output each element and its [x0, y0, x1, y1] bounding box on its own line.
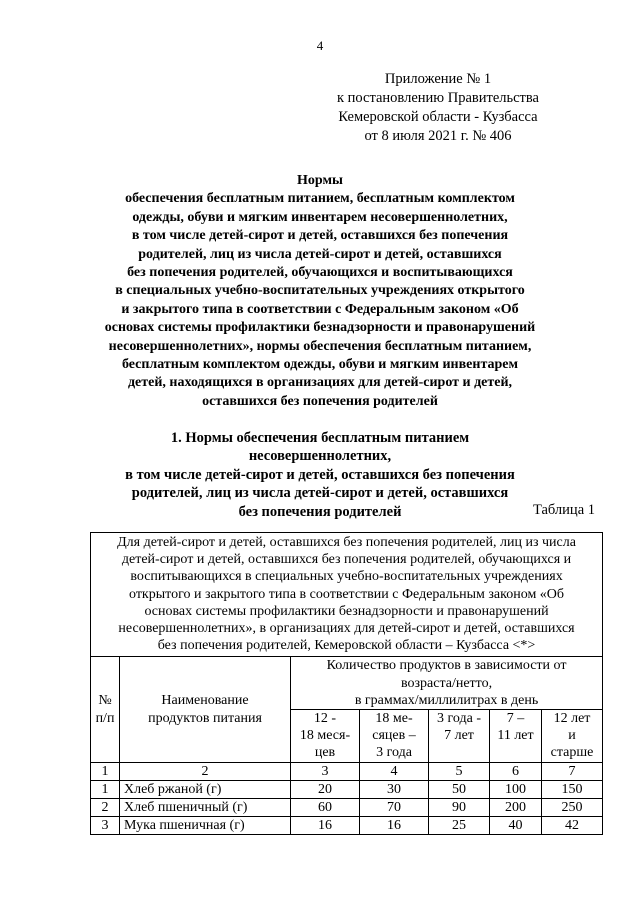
title-line: основах системы профилактики безнадзорности и правонарушений [104, 320, 536, 336]
title-line: обеспечения бесплатным питанием, бесплатным комплектом [125, 191, 515, 207]
norms-table [90, 532, 603, 835]
header-product-text: Наименование [161, 693, 249, 709]
age-group-header [542, 710, 603, 763]
intro-line: Для детей-сирот и детей, оставшихся без попечения родителей, лиц из числа [117, 535, 576, 550]
section-title-line: в том числе детей-сирот и детей, оставшихся без попечения [125, 466, 515, 483]
page-number: 4 [316, 38, 324, 53]
title-line: одежды, обуви и мягким инвентарем несовершеннолетних, [132, 209, 508, 225]
column-number-cell: 3 [291, 762, 360, 780]
quantity-cell: 90 [429, 799, 490, 817]
table-header-row [91, 657, 603, 710]
title-line: оставшихся без попечения родителей [202, 393, 438, 409]
age-group-text: 7 лет [444, 728, 474, 744]
quantity-cell: 25 [429, 817, 490, 835]
column-number-cell: 4 [360, 762, 429, 780]
product-name: Мука пшеничная (г) [120, 817, 291, 835]
quantity-cell: 250 [542, 799, 603, 817]
column-number-cell: 2 [120, 762, 291, 780]
intro-line: воспитывающихся в специальных учебно-воспитательных учреждениях [130, 569, 563, 585]
product-name: Хлеб ржаной (г) [120, 780, 291, 798]
row-number: 1 [91, 780, 120, 798]
age-group-header [490, 710, 542, 763]
header-number [91, 657, 120, 762]
table-intro-cell [91, 533, 603, 657]
age-group-text: 18 меся- [299, 728, 351, 744]
title-line: бесплатным комплектом одежды, обуви и мягким инвентарем [121, 357, 519, 373]
intro-line: несовершеннолетних», в организациях для детей-сирот и детей, оставшихся [118, 621, 575, 637]
appendix-block [308, 70, 568, 146]
quantity-cell: 30 [360, 780, 429, 798]
quantity-cell: 150 [542, 780, 603, 798]
column-number-cell: 5 [429, 762, 490, 780]
quantity-cell: 20 [291, 780, 360, 798]
age-group-text: цев [314, 745, 336, 761]
header-number-text: № [98, 693, 112, 709]
header-quantity [291, 657, 603, 710]
appendix-line: от 8 июля 2021 г. № 406 [364, 128, 512, 144]
quantity-cell: 16 [291, 817, 360, 835]
header-quantity-text: возраста/нетто, [400, 675, 493, 691]
header-product-text: продуктов питания [148, 710, 262, 726]
age-group-text: сяцев – [372, 728, 416, 744]
column-number-cell: 7 [542, 762, 603, 780]
table-label: Таблица 1 [532, 502, 595, 518]
table-row [91, 780, 603, 798]
section-title-line: родителей, лиц из числа детей-сирот и детей, оставшихся [131, 485, 509, 502]
intro-line: детей-сирот и детей, оставшихся без попечения родителей, обучающихся и [121, 552, 572, 568]
age-group-text: и [568, 728, 576, 744]
header-product-name [120, 657, 291, 762]
age-group-text: 7 – [506, 711, 525, 727]
header-quantity-text: в граммах/миллилитрах в день [354, 692, 539, 708]
quantity-cell: 100 [490, 780, 542, 798]
age-group-text: старше [550, 745, 594, 761]
section-title-line: 1. Нормы обеспечения бесплатным питанием несовершеннолетних, [170, 430, 470, 465]
quantity-cell: 60 [291, 799, 360, 817]
column-number-cell: 6 [490, 762, 542, 780]
section-title-line: без попечения родителей [238, 503, 402, 520]
quantity-cell: 50 [429, 780, 490, 798]
title-line: в том числе детей-сирот и детей, оставшихся без попечения [131, 228, 509, 244]
title-line: и закрытого типа в соответствии с Федеральным законом «Об [121, 301, 519, 317]
appendix-line: Приложение № 1 [384, 71, 492, 87]
title-line: несовершеннолетних», нормы обеспечения бесплатным питанием, [108, 338, 532, 354]
age-group-text: 12 - [313, 711, 337, 727]
age-group-text: 18 ме- [375, 711, 413, 727]
header-quantity-text: Количество продуктов в зависимости от [326, 658, 567, 674]
age-group-text: 12 лет [553, 711, 591, 727]
row-number: 3 [91, 817, 120, 835]
quantity-cell: 16 [360, 817, 429, 835]
product-name: Хлеб пшеничный (г) [120, 799, 291, 817]
column-number-cell: 1 [91, 762, 120, 780]
intro-line: без попечения родителей, Кемеровской области – Кузбасса <*> [157, 638, 536, 654]
table-intro-row [91, 533, 603, 657]
title-line: родителей, лиц из числа детей-сирот и детей, оставшихся [138, 246, 502, 262]
quantity-cell: 70 [360, 799, 429, 817]
header-number-text: п/п [95, 710, 115, 726]
age-group-header [360, 710, 429, 763]
appendix-line: к постановлению Правительства [337, 90, 539, 106]
age-group-text: 3 года [376, 745, 412, 761]
table-row [91, 817, 603, 835]
title-line: в специальных учебно-воспитательных учреждениях открытого [115, 283, 525, 299]
age-group-header [291, 710, 360, 763]
document-title [100, 172, 540, 411]
row-number: 2 [91, 799, 120, 817]
title-line: без попечения родителей, обучающихся и воспитывающихся [127, 265, 513, 281]
age-group-text: 11 лет [497, 728, 534, 744]
age-group-text: 3 года - [437, 711, 481, 727]
quantity-cell: 200 [490, 799, 542, 817]
age-group-header [429, 710, 490, 763]
quantity-cell: 40 [490, 817, 542, 835]
column-numbers-row [91, 762, 603, 780]
intro-line: основах системы профилактики безнадзорности и правонарушений [144, 603, 549, 619]
intro-line: открытого и закрытого типа в соответствии с Федеральным законом «Об [129, 586, 565, 602]
quantity-cell: 42 [542, 817, 603, 835]
table-row [91, 799, 603, 817]
title-line: Нормы [297, 173, 343, 188]
section-title [100, 429, 540, 521]
appendix-line: Кемеровской области - Кузбасса [338, 109, 538, 125]
title-line: детей, находящихся в организациях для детей-сирот и детей, [127, 375, 513, 391]
